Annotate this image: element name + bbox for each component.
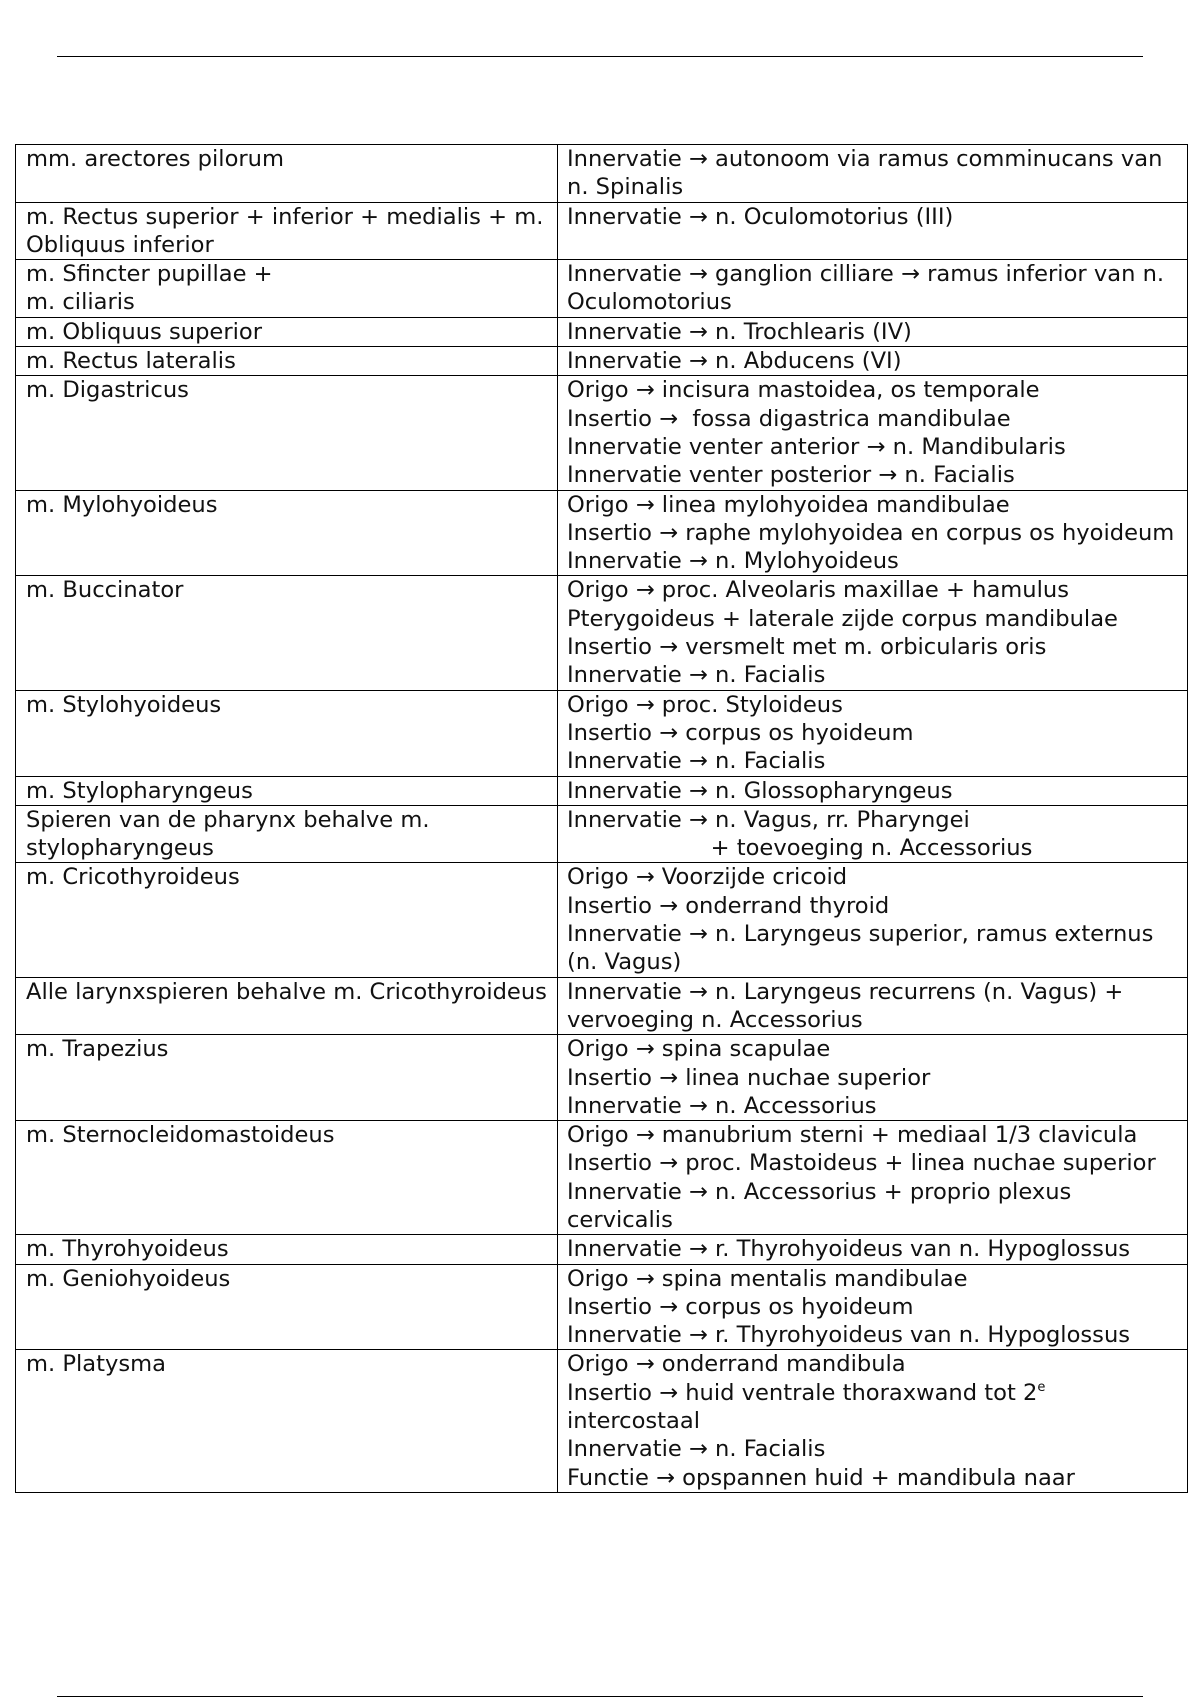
muscle-description — [558, 690, 1188, 776]
description-line — [567, 1407, 1179, 1435]
description-text: Innervatie → n. Facialis — [567, 748, 826, 775]
table-row — [16, 317, 1188, 346]
description-line — [567, 1092, 1179, 1120]
description-text: Origo → manubrium sterni + mediaal 1/3 clavicula — [567, 1122, 1138, 1149]
description-text: intercostaal — [567, 1408, 700, 1435]
description-text: Innervatie → n. Trochlearis (IV) — [567, 318, 912, 345]
table-row — [16, 1121, 1188, 1235]
description-text: Innervatie → n. Glossopharyngeus — [567, 777, 953, 804]
description-line — [567, 1350, 1179, 1378]
description-line — [567, 433, 1179, 461]
description-line — [567, 461, 1179, 489]
description-text: Origo → Voorzijde cricoid — [567, 864, 848, 891]
description-line — [567, 347, 1179, 375]
description-text: Insertio → fossa digastrica mandibulae — [567, 405, 1011, 432]
muscle-description — [558, 1264, 1188, 1350]
description-line — [567, 547, 1179, 575]
description-text: Innervatie → autonoom via ramus comminucans van n. Spinalis — [567, 146, 1170, 201]
muscle-name: m. Sternocleidomastoideus — [16, 1121, 558, 1235]
muscle-name: m. Digastricus — [16, 376, 558, 490]
muscle-description — [558, 202, 1188, 260]
description-text: Innervatie → n. Facialis — [567, 662, 826, 689]
description-text: Insertio → versmelt met m. orbicularis oris — [567, 634, 1047, 661]
description-text: Insertio → corpus os hyoideum — [567, 1293, 914, 1320]
description-text: Origo → proc. Alveolaris maxillae + hamulus Pterygoideus + laterale zijde corpus mandibulae — [567, 577, 1118, 632]
description-text: Insertio → linea nuchae superior — [567, 1064, 931, 1091]
description-text: Insertio → corpus os hyoideum — [567, 719, 914, 746]
description-text: Innervatie venter posterior → n. Facialis — [567, 462, 1015, 489]
description-line — [567, 1064, 1179, 1092]
table-row — [16, 1350, 1188, 1492]
description-line — [567, 1235, 1179, 1263]
description-line — [567, 1379, 1179, 1407]
muscle-table-body — [16, 145, 1188, 1493]
muscle-name: m. Rectus lateralis — [16, 347, 558, 376]
description-line — [567, 491, 1179, 519]
description-text: Origo → spina scapulae — [567, 1036, 831, 1063]
muscle-name: m. Trapezius — [16, 1035, 558, 1121]
description-line — [567, 576, 1179, 633]
description-line — [567, 1121, 1179, 1149]
muscle-description — [558, 576, 1188, 690]
description-text: Insertio → raphe mylohyoidea en corpus os hyoideum — [567, 519, 1175, 546]
description-line — [567, 318, 1179, 346]
description-text: Innervatie → n. Laryngeus superior, ramus externus (n. Vagus) — [567, 921, 1161, 976]
description-line — [567, 777, 1179, 805]
muscle-description — [558, 1035, 1188, 1121]
muscle-description — [558, 805, 1188, 863]
table-row — [16, 805, 1188, 863]
table-row — [16, 690, 1188, 776]
description-line — [567, 661, 1179, 689]
description-text: Innervatie → n. Oculomotorius (III) — [567, 203, 954, 230]
description-text: Innervatie → n. Facialis — [567, 1436, 826, 1463]
description-text: Innervatie → ganglion cilliare → ramus inferior van n. Oculomotorius — [567, 261, 1172, 316]
description-text: Innervatie venter anterior → n. Mandibularis — [567, 433, 1066, 460]
description-text: Origo → incisura mastoidea, os temporale — [567, 377, 1040, 404]
description-text: Insertio → onderrand thyroid — [567, 892, 890, 919]
description-text: Insertio → huid ventrale thoraxwand tot 2 — [567, 1379, 1038, 1406]
footer-rule — [57, 1696, 1143, 1697]
table-row — [16, 977, 1188, 1035]
description-line — [567, 1149, 1179, 1234]
description-line — [567, 747, 1179, 775]
muscle-name: m. Sfincter pupillae + m. ciliaris — [16, 260, 558, 318]
description-line — [567, 1293, 1179, 1321]
muscle-description — [558, 260, 1188, 318]
muscle-name: m. Buccinator — [16, 576, 558, 690]
table-row — [16, 347, 1188, 376]
muscle-description — [558, 1121, 1188, 1235]
description-line — [567, 892, 1179, 920]
description-line — [567, 1265, 1179, 1293]
muscle-description — [558, 376, 1188, 490]
muscle-name: m. Geniohyoideus — [16, 1264, 558, 1350]
description-line — [567, 978, 1179, 1035]
muscle-description — [558, 1235, 1188, 1264]
description-text: Innervatie → n. Vagus, rr. Pharyngei — [567, 806, 970, 833]
table-row — [16, 1264, 1188, 1350]
description-text: Innervatie → n. Laryngeus recurrens (n. Vagus) + vervoeging n. Accessorius — [567, 978, 1131, 1033]
description-line — [567, 376, 1179, 404]
description-line — [567, 691, 1179, 719]
muscle-name: m. Obliquus superior — [16, 317, 558, 346]
description-line — [567, 633, 1179, 661]
description-line — [567, 1435, 1179, 1463]
muscle-description — [558, 863, 1188, 977]
muscle-description — [558, 1350, 1188, 1492]
table-row — [16, 1235, 1188, 1264]
description-line — [567, 1464, 1179, 1492]
description-text: Origo → linea mylohyoidea mandibulae — [567, 491, 1010, 518]
description-line — [567, 1035, 1179, 1063]
muscle-description — [558, 145, 1188, 203]
description-text: Innervatie → r. Thyrohyoideus van n. Hypoglossus — [567, 1322, 1131, 1349]
description-line — [567, 920, 1179, 977]
description-line — [567, 806, 1179, 834]
description-text: Functie → opspannen huid + mandibula naar — [567, 1464, 1075, 1491]
muscle-name: m. Stylopharyngeus — [16, 776, 558, 805]
table-row — [16, 1035, 1188, 1121]
table-row — [16, 776, 1188, 805]
description-line — [567, 1321, 1179, 1349]
description-line — [567, 203, 1179, 231]
muscle-name: Alle larynxspieren behalve m. Cricothyroideus — [16, 977, 558, 1035]
superscript: e — [1037, 1379, 1046, 1395]
muscle-description — [558, 977, 1188, 1035]
table-row — [16, 490, 1188, 576]
muscle-name: m. Cricothyroideus — [16, 863, 558, 977]
table-row — [16, 863, 1188, 977]
description-line — [567, 405, 1179, 433]
description-line — [567, 145, 1179, 202]
description-line — [567, 519, 1179, 547]
table-row — [16, 145, 1188, 203]
muscle-name: mm. arectores pilorum — [16, 145, 558, 203]
description-text: Insertio → proc. Mastoideus + linea nuchae superior Innervatie → n. Accessorius + proprio plexus cervicalis — [567, 1150, 1163, 1233]
description-line — [567, 834, 1179, 862]
description-text: Innervatie → r. Thyrohyoideus van n. Hypoglossus — [567, 1236, 1131, 1263]
muscle-name: m. Platysma — [16, 1350, 558, 1492]
muscle-description — [558, 776, 1188, 805]
muscle-name: m. Mylohyoideus — [16, 490, 558, 576]
description-text: Origo → onderrand mandibula — [567, 1351, 906, 1378]
muscle-name: m. Thyrohyoideus — [16, 1235, 558, 1264]
muscle-name: m. Stylohyoideus — [16, 690, 558, 776]
description-text: Innervatie → n. Accessorius — [567, 1092, 877, 1119]
muscle-table — [15, 144, 1188, 1493]
description-text: Origo → proc. Styloideus — [567, 691, 843, 718]
description-text: + toevoeging n. Accessorius — [567, 835, 1033, 862]
muscle-name: Spieren van de pharynx behalve m. stylopharyngeus — [16, 805, 558, 863]
header-rule — [57, 56, 1143, 57]
description-line — [567, 863, 1179, 891]
description-text: Innervatie → n. Abducens (VI) — [567, 348, 902, 375]
muscle-description — [558, 317, 1188, 346]
table-row — [16, 202, 1188, 260]
muscle-description — [558, 347, 1188, 376]
description-line — [567, 719, 1179, 747]
muscle-name: m. Rectus superior + inferior + medialis + m. Obliquus inferior — [16, 202, 558, 260]
description-line — [567, 260, 1179, 317]
table-row — [16, 260, 1188, 318]
table-row — [16, 576, 1188, 690]
description-text: Innervatie → n. Mylohyoideus — [567, 548, 899, 575]
table-row — [16, 376, 1188, 490]
description-text: Origo → spina mentalis mandibulae — [567, 1265, 968, 1292]
muscle-description — [558, 490, 1188, 576]
